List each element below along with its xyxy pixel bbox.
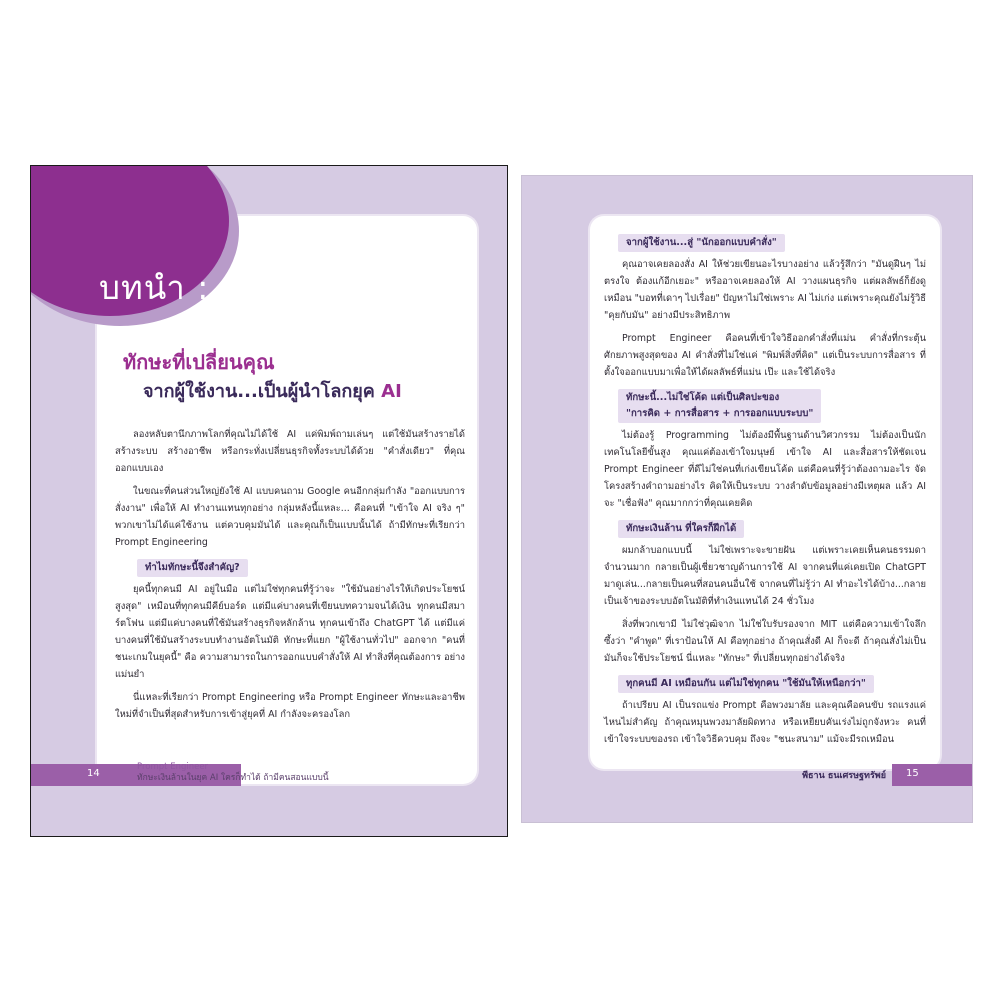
left-paragraph-3: ยุคนี้ทุกคนมี AI อยู่ในมือ แต่ไม่ใช่ทุกคนที่รู้ว่าจะ "ใช้มันอย่างไรให้เกิดประโยชน์สูงสุด" เหมือนที่ทุกคนมีคีย์บอร์ด แต่มีแค่บางคนที่เขียนบทความจนได้เงิน ทุกคนมีสมาร์ตโฟน แต่มีแค่บางคนที่ใช้มันสร้างธุรกิจหลักล้าน ทุกคนเข้าถึง ChatGPT ได้ แต่มีแค่บางคนที่ใช้มันสร้างระบบทำงานอัตโนมัติ ทักษะที่แยก "ผู้ใช้งานทั่วไป" ออกจาก "คนที่ชนะเกมในยุคนี้" คือ ความสามารถในการออกแบบคำสั่งให้ AI ทำสิ่งที่คุณต้องการ อย่างแม่นยำ [115,584,465,680]
right-paragraph-1: คุณอาจเคยลองสั่ง AI ให้ช่วยเขียนอะไรบางอย่าง แล้วรู้สึกว่า "มันดูฝืนๆ ไม่ตรงใจ ต้องแก้อีกเยอะ" หรืออาจเคยลองให้ AI วางแผนธุรกิจ แต่ผลลัพธ์ก็ยังดูเหมือน "บอทที่เดาๆ ไปเรื่อย" ปัญหาไม่ใช่เพราะ AI ไม่เก่ง แต่เพราะคุณยังไม่รู้วิธี "คุยกับมัน" อย่างมีประสิทธิภาพ [604,259,926,321]
author-name: พีธาน ธนเศรษฐทรัพย์ [802,771,886,781]
heading-line-2-ai: AI [381,381,402,402]
sub-heading-not-code [618,389,821,423]
right-footer-bar [892,764,972,786]
sub-heading-why-important: ทำไมทักษะนี้จึงสำคัญ? [137,559,248,577]
sub-heading-user-to-designer: จากผู้ใช้งาน...สู่ "นักออกแบบคำสั่ง" [618,234,785,252]
heading-line-2-text: จากผู้ใช้งาน...เป็นผู้นำโลกยุค [143,381,375,402]
chapter-title: บทนำ : [99,268,210,307]
sub-heading-not-code-line2: "การคิด + การสื่อสาร + การออกแบบระบบ" [626,408,814,419]
right-page-number: 15 [906,768,919,779]
right-paragraph-4: ผมกล้าบอกแบบนี้ ไม่ใช่เพราะจะขายฝัน แต่เพราะเคยเห็นคนธรรมดาจำนวนมาก กลายเป็นผู้เชี่ยวชาญด้านการใช้ AI จากคนที่แค่เคยเปิด ChatGPT มาดูเล่น...กลายเป็นคนที่สอนคนอื่นใช้ จากคนที่ไม่รู้ว่า AI ทำอะไรได้บ้าง...กลายเป็นเจ้าของระบบอัตโนมัติที่ทำเงินแทนได้ 24 ชั่วโมง [604,545,926,607]
sub-heading-million-skill: ทักษะเงินล้าน ที่ใครก็ฝึกได้ [618,520,744,538]
sub-heading-not-code-line1: ทักษะนี้...ไม่ใช่โค้ด แต่เป็นศิลปะของ [626,392,780,403]
left-paragraph-1: ลองหลับตานึกภาพโลกที่คุณไม่ได้ใช้ AI แค่พิมพ์ถามเล่นๆ แต่ใช้มันสร้างรายได้ สร้างระบบ สร้างอาชีพ หรือกระทั่งเปลี่ยนธุรกิจทั้งระบบได้ด้วย "คำสั่งเดียว" ที่คุณออกแบบเอง [115,429,465,474]
footer-book-title: Prompt Engineer [137,762,209,772]
right-paragraph-6: ถ้าเปรียบ AI เป็นรถแข่ง Prompt คือพวงมาลัย และคุณคือคนขับ รถแรงแค่ไหนไม่สำคัญ ถ้าคุณหมุนพวงมาลัยผิดทาง หรือเหยียบคันเร่งไม่ถูกจังหวะ คนที่เข้าใจระบบของรถ เข้าใจวิธีควบคุม ถึงจะ "ชนะสนาม" แม้จะมีรถเหมือน [604,700,926,745]
right-body [604,232,926,754]
left-page [30,165,508,837]
right-paragraph-2: Prompt Engineer คือคนที่เข้าใจวิธีออกคำสั่งที่แม่น คำสั่งที่กระตุ้นศักยภาพสูงสุดของ AI คำสั่งที่ไม่ใช่แค่ "พิมพ์สิ่งที่คิด" แต่เป็นระบบการสื่อสาร ที่ตั้งใจออกแบบมาเพื่อให้ได้ผลลัพธ์ที่แม่น เป๊ะ และใช้ได้จริง [604,333,926,378]
right-paragraph-5: สิ่งที่พวกเขามี ไม่ใช่วุฒิจาก ไม่ใช่ใบรับรองจาก MIT แต่คือความเข้าใจลึกซึ้งว่า "คำพูด" ที่เราป้อนให้ AI คือทุกอย่าง ถ้าคุณสั่งดี AI ก็จะดี ถ้าคุณสั่งไม่เป็น มันก็จะใช้ประโยชน์ นี่แหละ "ทักษะ" ที่เปลี่ยนทุกอย่างได้จริง [604,619,926,664]
heading-line-1: ทักษะที่เปลี่ยนคุณ [123,350,275,374]
left-paragraph-2: ในขณะที่คนส่วนใหญ่ยังใช้ AI แบบคนถาม Google คนอีกกลุ่มกำลัง "ออกแบบการสั่งงาน" เพื่อให้ AI ทำงานแทนทุกอย่าง กลุ่มหลังนี้แหละ... คือคนที่ "เข้าใจ AI จริง ๆ" พวกเขาไม่ได้แค่ใช้งาน แต่ควบคุมมันได้ และคุณก็เป็นแบบนั้นได้ ถ้ามีทักษะที่เรียกว่า Prompt Engineering [115,486,465,548]
left-footer-text [137,762,329,784]
footer-book-subtitle: ทักษะเงินล้านในยุค AI ใครก็ทำได้ ถ้ามีคนสอนแบบนี้ [137,773,329,783]
heading-line-2 [143,376,402,405]
sub-heading-everyone-has-ai: ทุกคนมี AI เหมือนกัน แต่ไม่ใช่ทุกคน "ใช้มันให้เหนือกว่า" [618,675,874,693]
left-body [115,426,465,729]
right-paragraph-3: ไม่ต้องรู้ Programming ไม่ต้องมีพื้นฐานด้านวิศวกรรม ไม่ต้องเป็นนักเทคโนโลยีขั้นสูง คุณแค่ต้องเข้าใจมนุษย์ เข้าใจ AI และสื่อสารให้ชัดเจน Prompt Engineer ที่ดีไม่ใช่คนที่เก่งเขียนโค้ด แต่คือคนที่รู้ว่าต้องถามอะไร จัดโครงสร้างคำถามอย่างไร คิดให้เป็นระบบ วางลำดับข้อมูลอย่างมีเหตุผล แล้ว AI จะ "เชื่อฟัง" คุณมากกว่าที่คุณเคยคิด [604,430,926,509]
right-page [521,175,973,823]
left-paragraph-4: นี่แหละที่เรียกว่า Prompt Engineering หรือ Prompt Engineer ทักษะและอาชีพใหม่ที่จำเป็นที่สุดสำหรับการเข้าสู่ยุคที่ AI กำลังจะครองโลก [115,692,465,720]
left-page-number: 14 [87,768,100,779]
